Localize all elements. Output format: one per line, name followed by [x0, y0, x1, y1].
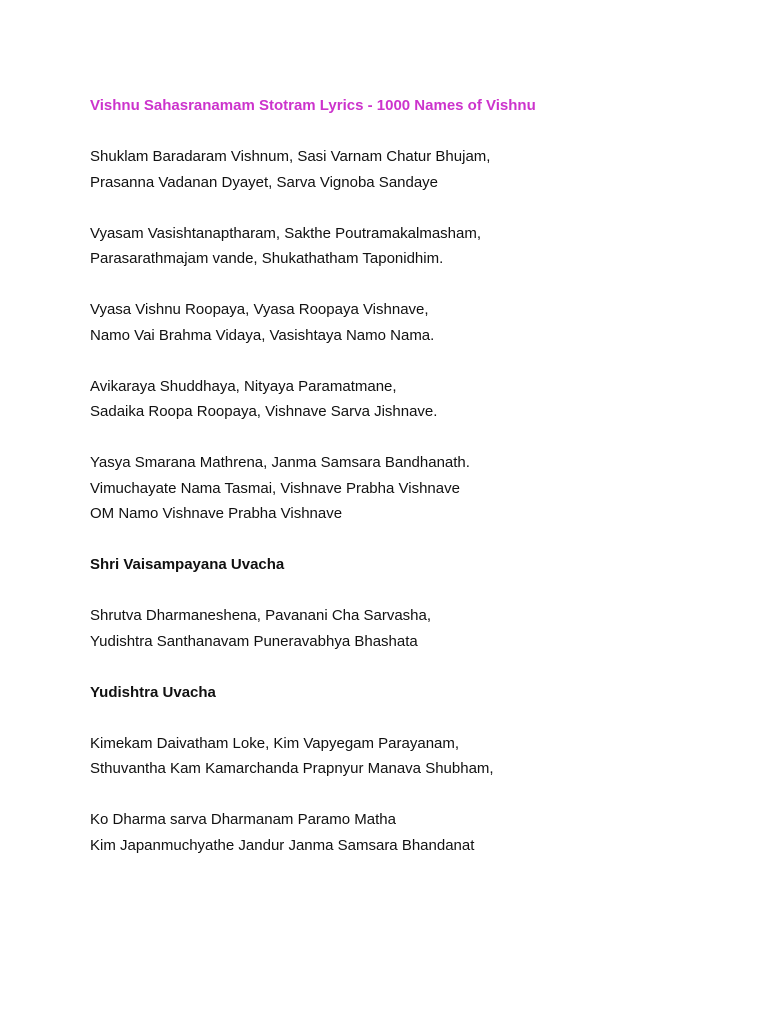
verse-line: Yasya Smarana Mathrena, Janma Samsara Bandhanath.: [90, 454, 470, 471]
verse-line: Ko Dharma sarva Dharmanam Paramo Matha: [90, 811, 396, 828]
verse-line: Parasarathmajam vande, Shukathatham Taponidhim.: [90, 250, 444, 267]
verse-line: Shrutva Dharmaneshena, Pavanani Cha Sarvasha,: [90, 607, 432, 624]
verse-line: Sthuvantha Kam Kamarchanda Prapnyur Manava Shubham,: [90, 760, 494, 777]
verse-line: OM Namo Vishnave Prabha Vishnave: [90, 505, 343, 522]
verse-line: Shuklam Baradaram Vishnum, Sasi Varnam Chatur Bhujam,: [90, 148, 491, 165]
section-heading-yudishtra: Yudishtra Uvacha: [90, 683, 216, 701]
verse-line: Kim Japanmuchyathe Jandur Janma Samsara Bhandanat: [90, 836, 475, 854]
document-title: Vishnu Sahasranamam Stotram Lyrics - 1000 Names of Vishnu: [90, 97, 536, 114]
stanza-6: [90, 603, 730, 654]
verse-line: Kimekam Daivatham Loke, Kim Vapyegam Parayanam,: [90, 734, 460, 752]
stanza-4: [90, 374, 730, 425]
stanza-1: [90, 144, 730, 195]
stanza-7: [90, 731, 730, 782]
verse-line: Yudishtra Santhanavam Puneravabhya Bhashata: [90, 632, 418, 650]
verse-line: Vimuchayate Nama Tasmai, Vishnave Prabha Vishnave: [90, 479, 460, 497]
stanza-3: [90, 297, 730, 348]
section-heading-vaisampayana: Shri Vaisampayana Uvacha: [90, 556, 285, 573]
stanza-2: [90, 221, 730, 272]
verse-line: Namo Vai Brahma Vidaya, Vasishtaya Namo Nama.: [90, 326, 435, 344]
verse-line: Prasanna Vadanan Dyayet, Sarva Vignoba Sandaye: [90, 173, 439, 191]
verse-line: Vyasam Vasishtanaptharam, Sakthe Poutramakalmasham,: [90, 224, 482, 242]
stanza-8: [90, 807, 730, 858]
stanza-5: [90, 450, 730, 527]
verse-line: Sadaika Roopa Roopaya, Vishnave Sarva Jishnave.: [90, 403, 438, 420]
verse-line: Avikaraya Shuddhaya, Nityaya Paramatmane,: [90, 377, 397, 395]
document-page: [90, 93, 730, 884]
verse-line: Vyasa Vishnu Roopaya, Vyasa Roopaya Vishnave,: [90, 301, 429, 318]
